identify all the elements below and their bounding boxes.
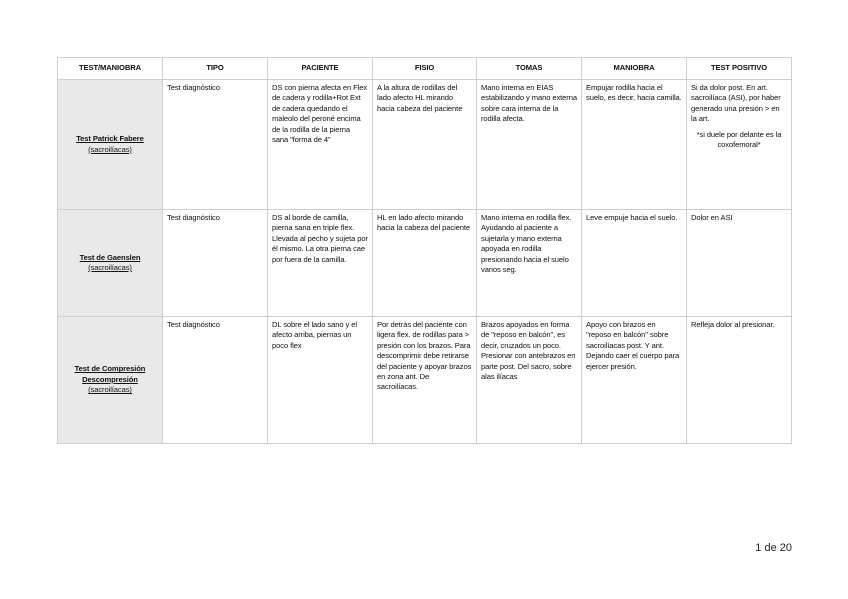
paciente-cell: DL sobre el lado sano y el afecto arriba, piernas un poco flex [268, 317, 373, 444]
tomas-cell: Mano interna en rodilla flex. Ayudando al paciente a sujetarla y mano externa apoyada en rodilla presionando hacia el suelo varios seg. [477, 210, 582, 317]
header-tipo: TIPO [163, 58, 268, 80]
tipo-cell: Test diagnóstico [163, 210, 268, 317]
header-test-maniobra: TEST/MANIOBRA [58, 58, 163, 80]
tipo-cell: Test diagnóstico [163, 80, 268, 210]
tomas-cell: Brazos apoyados en forma de "reposo en balcón", es decir, cruzados un poco. Presionar con antebrazos en parte post. Del sacro, sobre alas ilíacas [477, 317, 582, 444]
fisio-cell: A la altura de rodillas del lado afecto HL mirando hacia cabeza del paciente [373, 80, 477, 210]
test-name: Test de Gaenslen [79, 252, 141, 262]
maniobra-cell: Empujar rodilla hacia el suelo, es decir, hacia camilla. [582, 80, 687, 210]
fisio-cell: Por detrás del paciente con ligera flex. de rodillas para > presión con los brazos. Para descomprimir debe retirarse del paciente y apoyar brazos en zona ant. De sacroilíacas. [373, 317, 477, 444]
test-subtitle: (sacroilíacas) [88, 385, 132, 395]
page-number: 1 de 20 [755, 542, 792, 554]
positivo-note: *si duele por delante es la coxofemoral* [696, 129, 782, 150]
positivo-cell: Dolor en ASI [687, 210, 792, 317]
header-test-positivo: TEST POSITIVO [687, 58, 792, 80]
header-maniobra: MANIOBRA [582, 58, 687, 80]
paciente-cell: DS con pierna afecta en Flex de cadera y rodilla+Rot Ext de cadera quedando el maleolo del peroné encima de la rodilla de la pierna sana "forma de 4" [268, 80, 373, 210]
test-name: Test Patrick Fabere [76, 134, 144, 144]
table-header-row [58, 58, 792, 80]
table-row [58, 80, 792, 210]
positivo-cell: Refleja dolor al presionar. [687, 317, 792, 444]
tomas-cell: Mano interna en EIAS estabilizando y mano externa sobre cara interna de la rodilla afecta. [477, 80, 582, 210]
test-name-cell [58, 80, 163, 210]
test-name: Test de Compresión Descompresión [74, 364, 146, 384]
maniobra-cell: Apoyo con brazos en "reposo en balcón" sobre sacroilíacas post. Y ant. Dejando caer el cuerpo para ejercer presión. [582, 317, 687, 444]
test-subtitle: (sacroilíacas) [88, 144, 132, 154]
tipo-cell: Test diagnóstico [163, 317, 268, 444]
header-paciente: PACIENTE [268, 58, 373, 80]
positivo-text: Si da dolor post. En art. sacroilíaca (ASI), por haber generado una presión > en la art. [691, 83, 781, 124]
table-row [58, 317, 792, 444]
tests-table [57, 57, 792, 444]
header-tomas: TOMAS [477, 58, 582, 80]
table-row [58, 210, 792, 317]
positivo-cell [687, 80, 792, 210]
maniobra-cell: Leve empuje hacia el suelo. [582, 210, 687, 317]
test-subtitle: (sacroilíacas) [88, 263, 132, 272]
test-name-cell [58, 210, 163, 317]
header-fisio: FISIO [373, 58, 477, 80]
test-name-cell [58, 317, 163, 444]
paciente-cell: DS al borde de camilla, pierna sana en triple flex. Llevada al pecho y sujeta por él mismo. La otra pierna cae por fuera de la camilla. [268, 210, 373, 317]
fisio-cell: HL en lado afecto mirando hacia la cabeza del paciente [373, 210, 477, 317]
